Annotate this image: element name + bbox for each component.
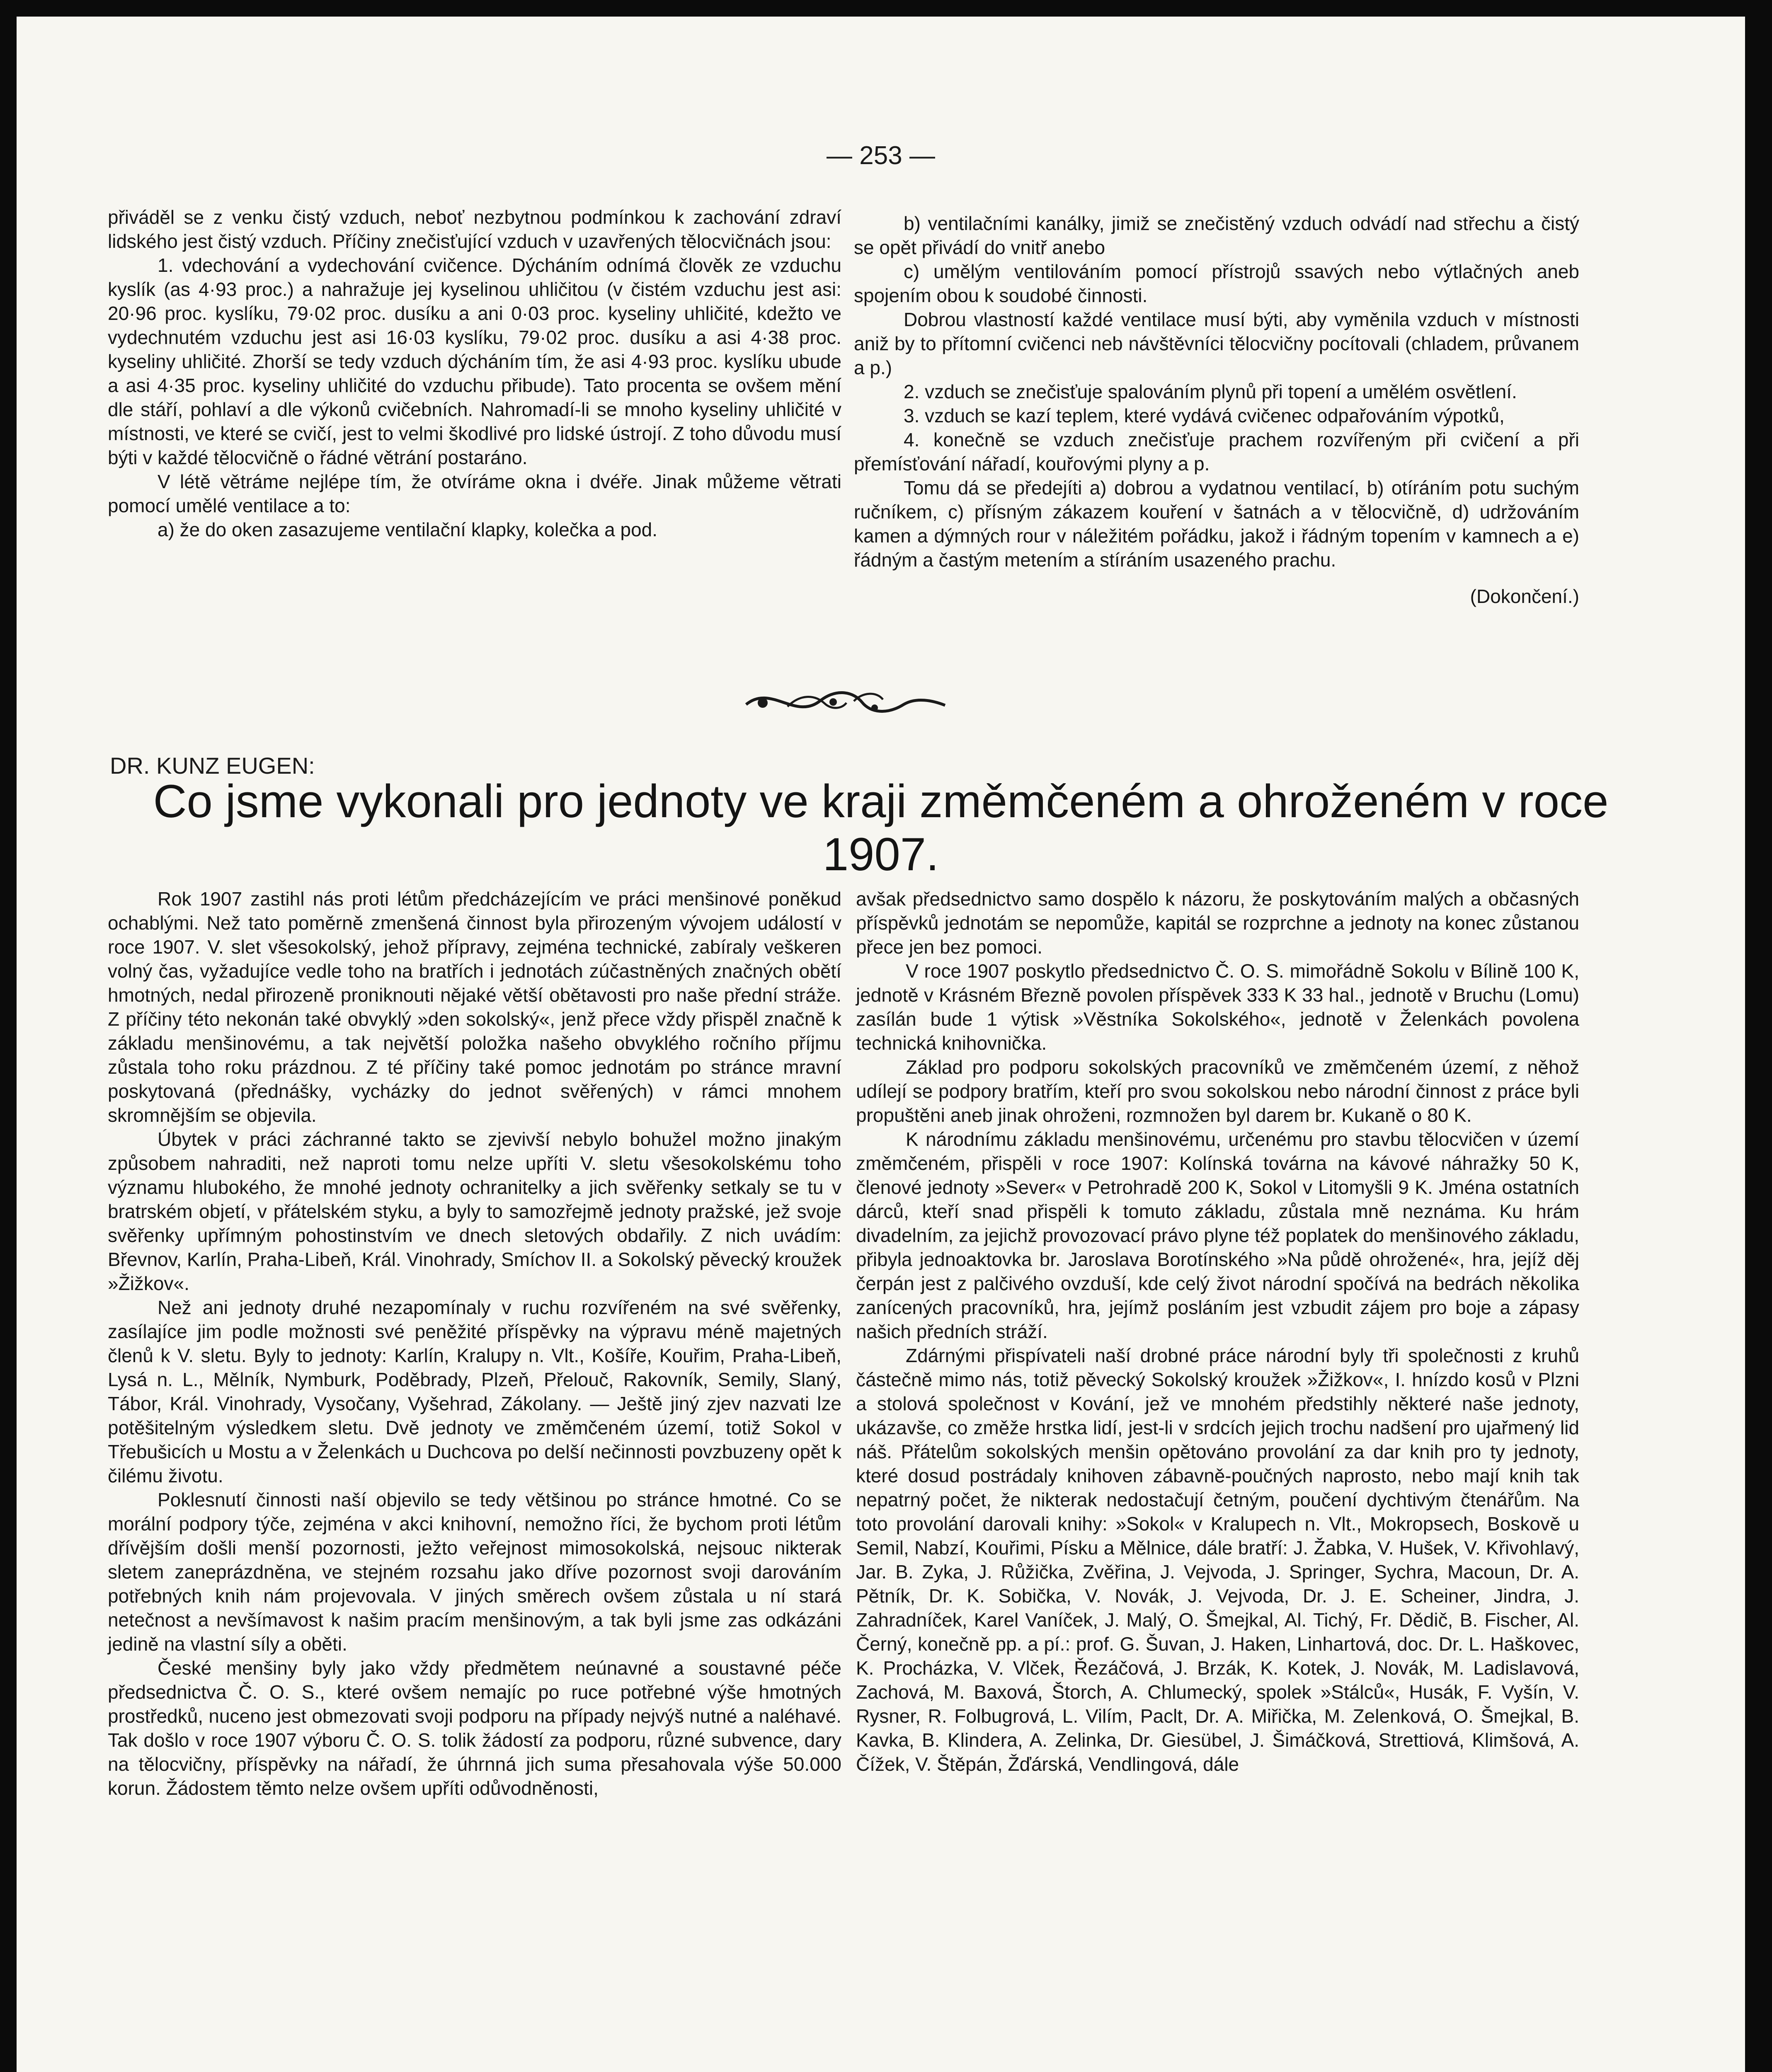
paragraph: 4. konečně se vzduch znečisťuje prachem rozvířeným při cvičení a při přemísťování nářadí, kouřovými plyny a p. xyxy=(854,429,1579,474)
page-number: — 253 — xyxy=(827,141,935,170)
ornament-divider xyxy=(738,675,953,729)
paragraph: Rok 1907 zastihl nás proti létům předcházejícím ve práci menšinové poněkud ochablými. Než tato poměrně zmenšená činnost byla přirozeným vývojem událostí v roce 1907. V. slet všesokolský, jehož přípravy, zejména technické, zabíraly veškeren volný čas, vyžadujíce vedle toho na bratřích i jednotách zúčastněných značných obětí hmotných, nedal přirozeně proniknouti nějaké větší obětavosti pro naše přední stráže. Z příčiny této nekonán také obvyklý »den sokolský«, jenž přece vždy přispěl značně k základu menšinovému, a tak největší položka našeho obvyklého ročního příjmu zůstala toho roku prázdnou. Z té příčiny také pomoc jednotám po stránce mravní poskytovaná (přednášky, vycházky do jednot svěřených) v rámci mnohem skromnějším se objevila. xyxy=(108,888,841,1126)
article-author: DR. KUNZ EUGEN: xyxy=(110,753,315,779)
page xyxy=(17,17,1745,2072)
paragraph: Poklesnutí činnosti naší objevilo se tedy většinou po stránce hmotné. Co se morální podpory týče, zejména v akci knihovní, nemožno říci, že bychom proti létům dřívějším došli menší pozornosti, ježto veřejnost mimosokolská, nejsouc nikterak sletem zaneprázdněna, ve stejném rozsahu jako dříve pozornost svoji darováním potřebných knih nám projevovala. V jiných směrech ovšem zůstala u ní stará netečnost a nevšímavost k našim pracím menšinovým, a tak byli jsme zas odkázáni jedině na vlastní síly a oběti. xyxy=(108,1489,841,1655)
paragraph: 2. vzduch se znečisťuje spalováním plynů při topení a umělém osvětlení. xyxy=(904,381,1517,402)
paragraph: 3. vzduch se kazí teplem, které vydává cvičenec odpařováním výpotků, xyxy=(904,405,1505,426)
article-body-right-column xyxy=(856,887,1579,1776)
article-continuation-left-column xyxy=(108,205,841,542)
paragraph: K národnímu základu menšinovému, určenému pro stavbu tělocvičen v území změmčeném, přispěli v roce 1907: Kolínská továrna na kávové náhražky 50 K, členové jednoty »Sever« v Petrohradě 200 K, Sokol v Litomyšli 9 K. Jména ostatních dárců, kteří snad přispěli k tomuto základu, zůstala mně neznáma. Ku hrám divadelním, za jejichž provozovací právo plyne též poplatek do menšinového základu, přibyla jednoaktovka br. Jaroslava Borotínského »Na půdě ohrožené«, hra, jejíž děj čerpán jest z palčivého ovzduší, kde celý život národní spočívá na bedrách několika zanícených pracovníků, hra, jejímž posláním jest vzbudit zájem pro boje a zápasy našich předních stráží. xyxy=(856,1128,1579,1342)
article-continuation-right-column xyxy=(854,211,1579,608)
paragraph: Tomu dá se předejíti a) dobrou a vydatnou ventilací, b) otíráním potu suchým ručníkem, c) přísným zákazem kouření v šatnách a v tělocvičně, d) udržováním kamen a dýmných rour v náležitém pořádku, jakož i řádným topením v kamnech a e) řádným a častým metením a stíráním usazeného prachu. xyxy=(854,477,1579,571)
continued-note: (Dokončení.) xyxy=(1470,586,1579,607)
article-title: Co jsme vykonali pro jednoty ve kraji změmčeném a ohroženém v roce 1907. xyxy=(153,775,1609,880)
paragraph: Základ pro podporu sokolských pracovníků ve změmčeném území, z něhož udílejí se podpory bratřím, kteří pro svou sokolskou nebo národní činnost z práce byli propuštěni aneb jinak ohroženi, rozmnožen byl darem br. Kukaně o 80 K. xyxy=(856,1056,1579,1126)
paragraph: České menšiny byly jako vždy předmětem neúnavné a soustavné péče předsednictva Č. O. S., které ovšem nemajíc po ruce potřebné výše hmotných prostředků, nuceno jest obmezovati svoji podporu na případy nejvýš nutné a naléhavé. Tak došlo v roce 1907 výboru Č. O. S. tolik žádostí za podporu, různé subvence, dary na tělocvičny, příspěvky na nářadí, že úhrnná jich suma přesahovala výše 50.000 korun. Žádostem těmto nelze ovšem upříti odůvodněnosti, xyxy=(108,1657,841,1799)
paragraph: V roce 1907 poskytlo předsednictvo Č. O. S. mimořádně Sokolu v Bílině 100 K, jednotě v Krásném Březně povolen příspěvek 333 K 33 hal., jednotě v Bruchu (Lomu) zasílán bude 1 výtisk »Věstníka Sokolského«, jednotě v Želenkách povolena technická knihovnička. xyxy=(856,960,1579,1054)
paragraph: 1. vdechování a vydechování cvičence. Dýcháním odnímá člověk ze vzduchu kyslík (as 4·93 proc.) a nahražuje jej kyselinou uhličitou (v čistém vzduchu jest asi: 20·96 proc. kyslíku, 79·02 proc. dusíku a ani 0·03 proc. kyseliny uhličité, kdežto ve vydechnutém vzduchu jest asi 16·03 kyslíku, 79·02 proc. dusíku a asi 4·38 proc. kyseliny uhličité. Zhorší se tedy vzduch dýcháním tím, že asi 4·93 proc. kyslíku ubude a asi 4·35 proc. kyseliny uhličité do vzduchu přibude). Tato procenta se ovšem mění dle stáří, pohlaví a dle výkonů cvičebních. Nahromadí-li se mnoho kyseliny uhličité v místnosti, ve které se cvičí, jest to velmi škodlivé pro lidské ústrojí. Z toho důvodu musí býti v každé tělocvičně o řádné větrání postaráno. xyxy=(108,254,841,468)
paragraph: avšak předsednictvo samo dospělo k názoru, že poskytováním malých a občasných příspěvků jednotám se nepomůže, kapitál se rozprchne a jednoty na konec zůstanou přece jen bez pomoci. xyxy=(856,888,1579,958)
paragraph: Dobrou vlastností každé ventilace musí býti, aby vyměnila vzduch v místnosti aniž by to přítomní cvičenci neb návštěvníci tělocvičny pocítovali (chladem, průvanem a p.) xyxy=(854,309,1579,378)
paragraph: V létě větráme nejlépe tím, že otvíráme okna i dvéře. Jinak můžeme větrati pomocí umělé ventilace a to: xyxy=(108,471,841,516)
paragraph: b) ventilačními kanálky, jimiž se znečistěný vzduch odvádí nad střechu a čistý se opět přivádí do vnitř anebo xyxy=(854,213,1579,258)
paragraph: a) že do oken zasazujeme ventilační klapky, kolečka a pod. xyxy=(158,519,658,540)
paragraph: Než ani jednoty druhé nezapomínaly v ruchu rozvířeném na své svěřenky, zasílajíce jim podle možnosti své peněžité příspěvky na výpravu méně majetných členů k V. sletu. Byly to jednoty: Karlín, Kralupy n. Vlt., Košíře, Kouřim, Praha-Libeň, Lysá n. L., Mělník, Nymburk, Poděbrady, Plzeň, Přelouč, Rakovník, Semily, Slaný, Tábor, Král. Vinohrady, Vysočany, Vyšehrad, Zákolany. — Ještě jiný zjev nazvati lze potěšitelným výsledkem sletu. Dvě jednoty ve změmčeném území, totiž Sokol v Třebušicích u Mostu a v Želenkách u Duchcova po delší nečinnosti povzbuzeny opět k čilému životu. xyxy=(108,1297,841,1486)
paragraph: přiváděl se z venku čistý vzduch, neboť nezbytnou podmínkou k zachování zdraví lidského jest čistý vzduch. Příčiny znečisťující vzduch v uzavřených tělocvičnách jsou: xyxy=(108,206,841,252)
paragraph: c) umělým ventilováním pomocí přístrojů ssavých nebo výtlačných aneb spojením obou k soudobé činnosti. xyxy=(854,261,1579,306)
paragraph: Zdárnými přispívateli naší drobné práce národní byly tři společnosti z kruhů částečně mimo nás, totiž pěvecký Sokolský kroužek »Žižkov«, I. hnízdo kosů v Plzni a stolová společnost v Kování, jež ve mnohém předstihly některé naše jednoty, ukázavše, co změže hrstka lidí, jest-li v srdcích jejich trochu nadšení pro ujařmený lid náš. Přátelům sokolských menšin opětováno provolání za dar knih pro ty jednoty, které dosud postrádaly knihoven zábavně-poučných naprosto, nebo mají knih tak nepatrný počet, že nikterak nedostačují četným, poučení dychtivým čtenářům. Na toto provolání darovali knihy: »Sokol« v Kralupech n. Vlt., Mokropsech, Boskově u Semil, Nabzí, Kouřimi, Písku a Mělnice, dále bratří: J. Žabka, V. Hušek, V. Křivohlavý, Jar. B. Zyka, J. Růžička, Zvěřina, J. Vejvoda, J. Springer, Sychra, Macoun, Dr. A. Pětník, Dr. K. Sobička, V. Novák, J. Vejvoda, Dr. J. E. Scheiner, Jindra, J. Zahradníček, Karel Vaníček, J. Malý, O. Šmejkal, Al. Tichý, Fr. Dědič, B. Fischer, Al. Černý, konečně pp. a pí.: prof. G. Šuvan, J. Haken, Linhartová, doc. Dr. L. Haškovec, K. Procházka, V. Vlček, Řezáčová, J. Brzák, K. Kotek, J. Novák, M. Ladislavová, Zachová, M. Baxová, Štorch, A. Chlumecký, spolek »Stálců«, Husák, F. Vyšín, V. Rysner, R. Folbugrová, L. Vilím, Paclt, Dr. A. Miřička, M. Zelenková, O. Šmejkal, B. Kavka, B. Klindera, A. Zelinka, Dr. Giesübel, J. Šimáčková, Strettiová, Klimšová, A. Čížek, V. Štěpán, Žďárská, Vendlingová, dále xyxy=(856,1345,1579,1775)
article-body-left-column xyxy=(108,887,841,1800)
paragraph: Úbytek v práci záchranné takto se zjevivší nebylo bohužel možno jinakým způsobem nahraditi, než naproti tomu nelze upříti V. sletu všesokolskému toho významu hlubokého, že mnohé jednoty ochranitelky a jich svěřenky setkaly se tu v bratrském objetí, v přátelském styku, a byly to samozřejmě jednoty pražské, jež svoje svěřenky upřímným pohostinstvím ve dnech sletových obdařily. Z nich uvádím: Břevnov, Karlín, Praha-Libeň, Král. Vinohrady, Smíchov II. a Sokolský pěvecký kroužek »Žižkov«. xyxy=(108,1128,841,1294)
